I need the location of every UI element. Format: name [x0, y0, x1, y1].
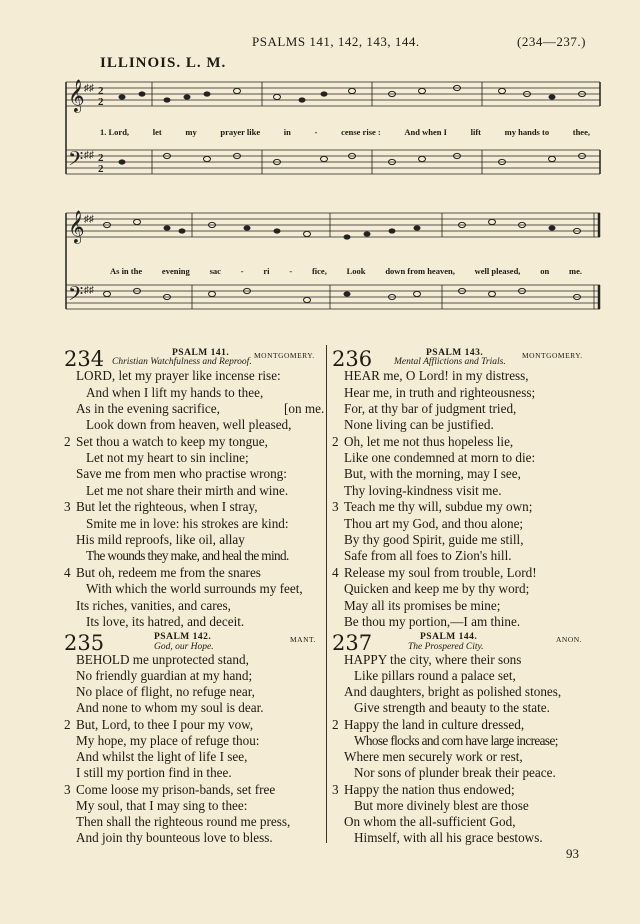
verse-line: Quicken and keep me by thy word;	[344, 581, 530, 596]
stanza-number: 3	[332, 499, 339, 514]
svg-text:♯♯: ♯♯	[84, 214, 94, 225]
verse-line: And daughters, bright as polished stones,	[344, 684, 562, 699]
verse-line: Happy the land in culture dressed,	[344, 717, 525, 732]
lyrics-line-1	[100, 127, 590, 137]
verse-line: Where men securely work or rest,	[344, 749, 523, 764]
hymn-number: 234	[64, 347, 105, 371]
stanza-number: 2	[64, 434, 71, 449]
lyric-syllable: my hands to	[504, 127, 550, 137]
verse-line: LORD, let my prayer like incense rise:	[76, 368, 281, 383]
hymn-author: MANT.	[290, 635, 316, 644]
lyric-syllable: 1. Lord,	[100, 127, 130, 137]
verse-line: Let me not share their mirth and wine.	[86, 483, 289, 498]
hymn-author: ANON.	[556, 635, 583, 644]
verse-line: None living can be justified.	[344, 417, 494, 432]
column-divider	[326, 345, 327, 843]
verse-line: HEAR me, O Lord! in my distress,	[344, 368, 529, 383]
lyric-syllable: ri	[263, 266, 270, 276]
verse-line: Teach me thy will, subdue my own;	[344, 499, 533, 514]
verse-line: Let not my heart to sin incline;	[86, 450, 249, 465]
verse-line: With which the world surrounds my feet,	[86, 581, 303, 596]
lyric-syllable: sac	[209, 266, 221, 276]
verse-line: Hear me, in truth and righteousness;	[344, 385, 536, 400]
lyric-syllable: -	[240, 266, 244, 276]
verse-line: But, Lord, to thee I pour my vow,	[76, 717, 254, 732]
stanza-number: 3	[64, 782, 71, 797]
lyric-syllable: As in the	[110, 266, 143, 276]
stanza-number: 3	[64, 499, 71, 514]
hymn-number: 236	[332, 347, 373, 371]
verse-line: Its love, its hatred, and deceit.	[86, 614, 245, 629]
hymn-author: MONTGOMERY.	[254, 351, 315, 360]
verse-line: His mild reproofs, like oil, allay	[76, 532, 245, 547]
hymn-subtitle: Christian Watchfulness and Reproof.	[112, 357, 252, 367]
verse-line: Set thou a watch to keep my tongue,	[76, 434, 268, 449]
verse-line: Thou art my God, and thou alone;	[344, 516, 524, 531]
lyric-syllable: thee,	[572, 127, 590, 137]
hymn-subtitle: The Prospered City.	[408, 642, 484, 652]
lyric-syllable: -	[289, 266, 293, 276]
svg-text:♯♯: ♯♯	[84, 285, 94, 296]
lyric-syllable: evening	[161, 266, 190, 276]
verse-line: By thy good Spirit, guide me still,	[344, 532, 524, 547]
verse-line: Like pillars round a palace set,	[354, 668, 516, 683]
verse-line: Himself, with all his grace bestows.	[354, 830, 543, 845]
turnover-text: [on me.	[284, 401, 325, 416]
verse-line: No friendly guardian at my hand;	[76, 668, 253, 683]
verse-line: Oh, let me not thus hopeless lie,	[344, 434, 514, 449]
psalm-title: PSALM 141.	[172, 348, 230, 358]
verse-line: My soul, that I may sing to thee:	[76, 798, 248, 813]
lyric-syllable: Look	[346, 266, 366, 276]
verse-line: Look down from heaven, well pleased,	[86, 417, 292, 432]
hymn-range: (234—237.)	[517, 34, 586, 49]
stanza-number: 3	[332, 782, 339, 797]
verse-line: And when I lift my hands to thee,	[86, 385, 264, 400]
lyric-syllable: prayer like	[220, 127, 261, 137]
verse-line: May all its promises be mine;	[344, 598, 501, 613]
lyric-syllable: -	[314, 127, 318, 137]
psalm-title: PSALM 142.	[154, 632, 212, 642]
verse-line: Come loose my prison-bands, set free	[76, 782, 276, 797]
svg-text:𝄢: 𝄢	[68, 284, 84, 310]
lyric-syllable: me.	[569, 266, 582, 276]
verse-line: On whom the all-sufficient God,	[344, 814, 516, 829]
hymn-number: 237	[332, 631, 373, 655]
lyric-syllable: in	[283, 127, 291, 137]
psalm-title: PSALM 143.	[426, 348, 484, 358]
lyric-syllable: And when I	[404, 127, 447, 137]
svg-text:𝄢: 𝄢	[68, 149, 84, 175]
stanza-number: 2	[332, 717, 339, 732]
verse-line: HAPPY the city, where their sons	[344, 652, 522, 667]
stanza-number: 2	[332, 434, 339, 449]
verse-line: Like one condemned at morn to die:	[344, 450, 536, 465]
lyric-syllable: lift	[470, 127, 481, 137]
verse-line: But more divinely blest are those	[354, 798, 529, 813]
verse-line: Be thou my portion,—I am thine.	[344, 614, 521, 629]
verse-line: Nor sons of plunder break their peace.	[354, 765, 556, 780]
page-number: 93	[566, 846, 579, 861]
lyric-syllable: cense rise :	[341, 127, 381, 137]
lyric-syllable: my	[185, 127, 197, 137]
verse-line: Release my soul from trouble, Lord!	[344, 565, 537, 580]
stanza-number: 4	[64, 565, 71, 580]
hymn-subtitle: God, our Hope.	[154, 642, 214, 652]
verse-line: I still my portion find in thee.	[76, 765, 232, 780]
verse-line: Then shall the righteous round me press,	[76, 814, 291, 829]
verse-line: BEHOLD me unprotected stand,	[76, 652, 249, 667]
svg-text:♯♯: ♯♯	[84, 83, 94, 94]
lyric-syllable: down from heaven,	[385, 266, 455, 276]
svg-text:2: 2	[98, 96, 104, 108]
svg-text:♯♯: ♯♯	[84, 150, 94, 161]
verse-line: Smite me in love: his strokes are kind:	[86, 516, 289, 531]
tune-name: ILLINOIS. L. M.	[100, 55, 227, 71]
verse-line: As in the evening sacrifice,	[76, 401, 220, 416]
verse-line: But oh, redeem me from the snares	[76, 565, 261, 580]
verse-line: Whose flocks and corn have large increase;	[354, 733, 558, 748]
running-header: PSALMS 141, 142, 143, 144.	[252, 34, 420, 49]
verse-line: Thy loving-kindness visit me.	[344, 483, 502, 498]
lyric-syllable: fice,	[311, 266, 327, 276]
stanza-number: 4	[332, 565, 339, 580]
svg-text:𝄞: 𝄞	[68, 81, 85, 112]
hymn-number: 235	[64, 631, 105, 655]
verse-line: Save me from men who practise wrong:	[76, 466, 287, 481]
lyric-syllable: on	[540, 266, 550, 276]
lyric-syllable: let	[152, 127, 162, 137]
verse-line: My hope, my place of refuge thou:	[76, 733, 260, 748]
verse-line: Give strength and beauty to the state.	[354, 700, 550, 715]
verse-line: Its riches, vanities, and cares,	[76, 598, 231, 613]
verse-line: Happy the nation thus endowed;	[344, 782, 515, 797]
verse-line: And join thy bounteous love to bless.	[76, 830, 273, 845]
svg-text:𝄞: 𝄞	[68, 212, 85, 243]
lyrics-line-2	[110, 266, 582, 276]
verse-line: And none to whom my soul is dear.	[76, 700, 264, 715]
verse-line: Safe from all foes to Zion's hill.	[344, 548, 512, 563]
hymn-subtitle: Mental Afflictions and Trials.	[394, 357, 506, 367]
verse-line: But, with the morning, may I see,	[344, 466, 521, 481]
hymn-author: MONTGOMERY.	[522, 351, 583, 360]
verse-line: And whilst the light of life I see,	[76, 749, 248, 764]
svg-text:2: 2	[98, 152, 104, 164]
stanza-number: 2	[64, 717, 71, 732]
verse-line: But let the righteous, when I stray,	[76, 499, 258, 514]
verse-line: For, at thy bar of judgment tried,	[344, 401, 517, 416]
svg-text:2: 2	[98, 163, 104, 175]
psalm-title: PSALM 144.	[420, 632, 478, 642]
lyric-syllable: well pleased,	[474, 266, 521, 276]
svg-text:2: 2	[98, 85, 104, 97]
verse-line: No place of flight, no refuge near,	[76, 684, 255, 699]
verse-line: The wounds they make, and heal the mind.	[86, 548, 289, 563]
